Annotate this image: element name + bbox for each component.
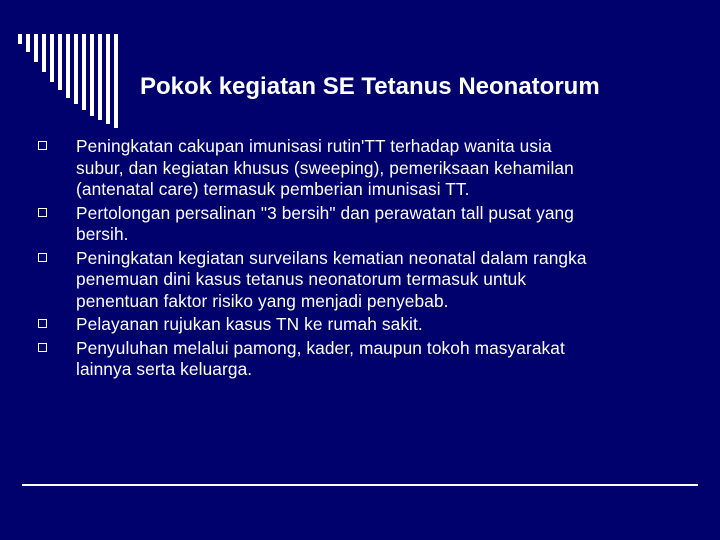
bullet-item <box>38 338 598 381</box>
square-bullet-icon <box>38 141 47 150</box>
bullet-item <box>38 136 598 201</box>
square-bullet-icon <box>38 319 47 328</box>
square-bullet-icon <box>38 343 47 352</box>
bullet-text: Pelayanan rujukan kasus TN ke rumah sakit. <box>76 314 423 334</box>
decorative-bar <box>66 34 70 98</box>
decorative-bar <box>106 34 110 124</box>
decorative-bar <box>34 34 38 62</box>
decorative-bar <box>26 34 30 52</box>
decorative-bar <box>42 34 46 72</box>
decorative-bar <box>74 34 78 104</box>
bullet-item <box>38 248 598 313</box>
decorative-bar <box>82 34 86 110</box>
bullet-list <box>38 136 598 383</box>
decorative-bar <box>18 34 22 44</box>
bullet-text: Pertolongan persalinan "3 bersih" dan perawatan tall pusat yang bersih. <box>76 202 574 244</box>
square-bullet-icon <box>38 208 47 217</box>
decorative-bar <box>98 34 102 120</box>
decorative-bar <box>58 34 62 90</box>
bullet-item <box>38 203 598 246</box>
square-bullet-icon <box>38 253 47 262</box>
decorative-bar <box>50 34 54 82</box>
decorative-bar <box>90 34 94 116</box>
bottom-divider <box>22 484 698 486</box>
bullet-text: Peningkatan cakupan imunisasi rutin'TT terhadap wanita usia subur, dan kegiatan khusus (sweeping), pemeriksaan kehamilan (antenatal care) termasuk pemberian imunisasi TT. <box>76 136 574 199</box>
bullet-text: Penyuluhan melalui pamong, kader, maupun tokoh masyarakat lainnya serta keluarga. <box>76 337 565 379</box>
bullet-text: Peningkatan kegiatan surveilans kematian neonatal dalam rangka penemuan dini kasus tetanus neonatorum termasuk untuk penentuan faktor risiko yang menjadi penyebab. <box>76 247 587 311</box>
bullet-item <box>38 314 598 336</box>
decorative-bars <box>18 34 128 130</box>
decorative-bar <box>114 34 118 128</box>
slide-title: Pokok kegiatan SE Tetanus Neonatorum <box>140 73 600 100</box>
